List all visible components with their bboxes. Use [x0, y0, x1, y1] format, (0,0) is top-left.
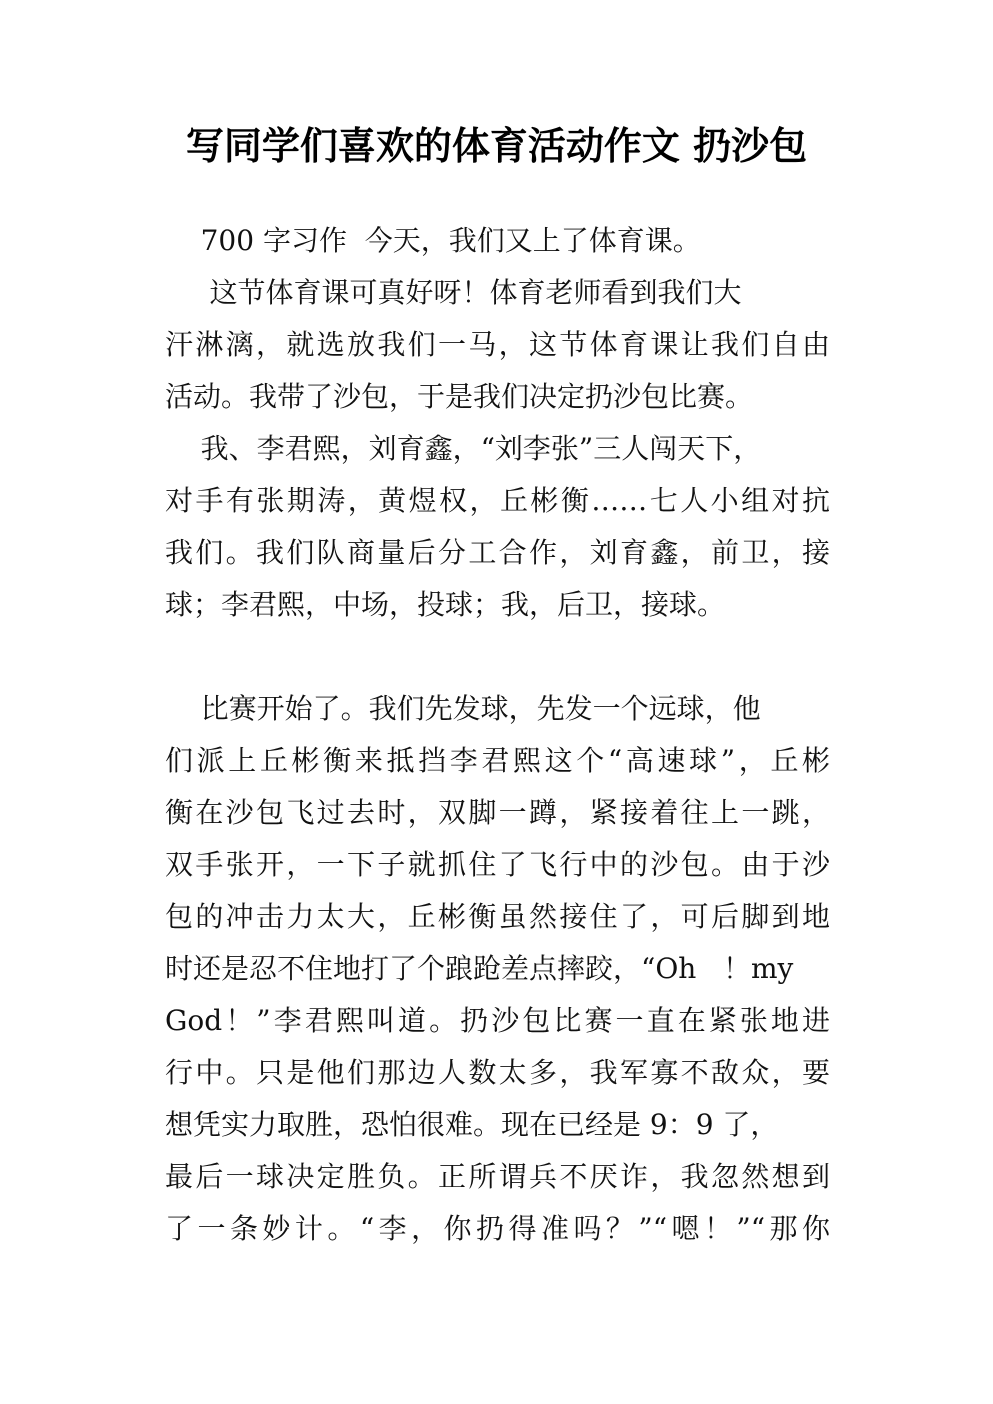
text-line: 最后一球决定胜负。正所谓兵不厌诈，我忽然想到 — [165, 1160, 830, 1193]
document-body — [165, 215, 830, 1255]
text-line: 包的冲击力太大，丘彬衡虽然接住了，可后脚到地 — [165, 900, 830, 933]
text-line: 我、李君熙，刘育鑫，“刘李张”三人闯天下， — [165, 432, 762, 465]
paragraph — [165, 631, 830, 1255]
text-line: 比赛开始了。我们先发球，先发一个远球，他 — [165, 692, 761, 725]
text-line: 了一条妙计。“李，你扔得准吗？”“嗯！”“那你 — [165, 1212, 830, 1245]
text-line: 时还是忍不住地打了个踉跄差点摔跤，“Oh ！my — [165, 952, 794, 985]
text-line: 对手有张期涛，黄煜权，丘彬衡……七人小组对抗 — [165, 484, 830, 517]
text-line: 想凭实力取胜，恐怕很难。现在已经是 9：9 了， — [165, 1108, 779, 1141]
text-line: 700 字习作 今天，我们又上了体育课。 — [165, 224, 701, 257]
text-line: 双手张开，一下子就抓住了飞行中的沙包。由于沙 — [165, 848, 830, 881]
text-line: 活动。我带了沙包，于是我们决定扔沙包比赛。 — [165, 380, 754, 413]
text-line: 球；李君熙，中场，投球；我，后卫，接球。 — [165, 588, 726, 621]
paragraph-gap — [165, 631, 830, 683]
document-title: 写同学们喜欢的体育活动作文 扔沙包 — [185, 124, 808, 168]
text-line: 我们。我们队商量后分工合作，刘育鑫，前卫，接 — [165, 536, 830, 569]
paragraph — [165, 215, 830, 267]
text-line: 行中。只是他们那边人数太多，我军寡不敌众，要 — [165, 1056, 830, 1089]
paragraph — [165, 267, 830, 423]
text-line: 汗淋漓，就选放我们一马，这节体育课让我们自由 — [165, 328, 830, 361]
text-line: 衡在沙包飞过去时，双脚一蹲，紧接着往上一跳， — [165, 796, 830, 829]
text-line: 们派上丘彬衡来抵挡李君熙这个“高速球”，丘彬 — [165, 744, 830, 777]
text-line: 这节体育课可真好呀！体育老师看到我们大 — [165, 276, 742, 309]
paragraph — [165, 423, 830, 631]
text-line: God！”李君熙叫道。扔沙包比赛一直在紧张地进 — [165, 1004, 830, 1037]
